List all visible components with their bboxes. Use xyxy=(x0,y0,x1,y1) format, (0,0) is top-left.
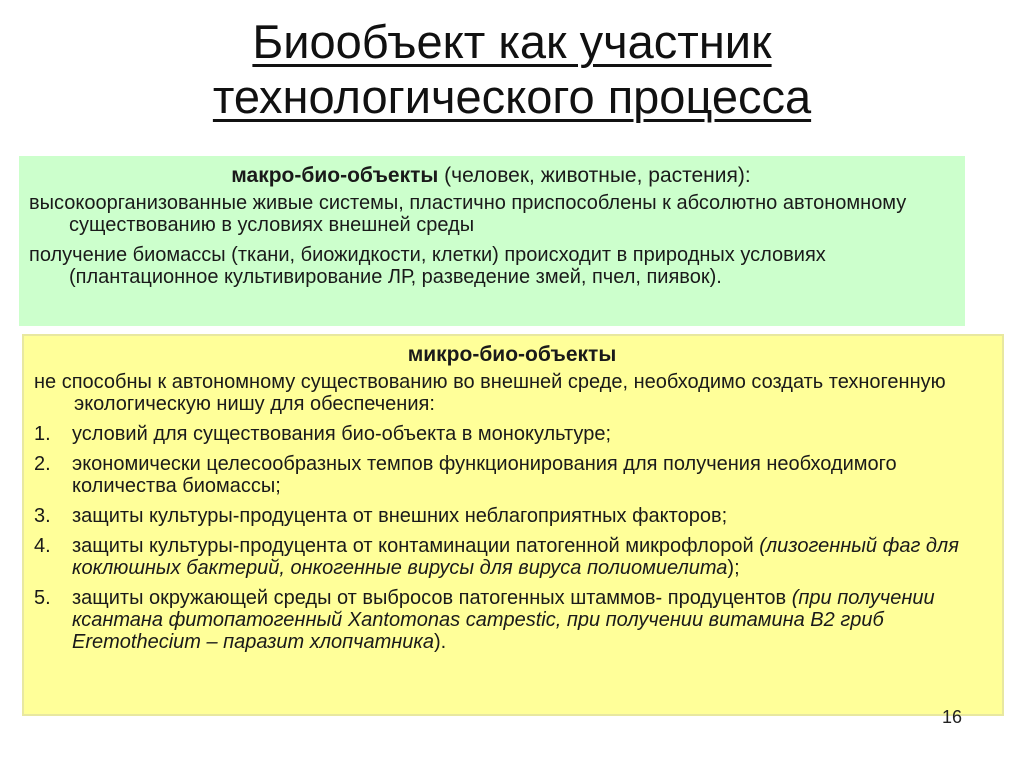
list-item-number: 1. xyxy=(34,423,51,445)
micro-heading xyxy=(34,342,990,368)
macro-paragraph-2: получение биомассы (ткани, биожидкости, клетки) происходит в природных условиях (плантационное культивирование ЛР, разведение змей, пчел, пиявок). xyxy=(29,244,826,288)
list-item xyxy=(34,453,990,497)
list-item-number: 5. xyxy=(34,587,51,609)
list-item xyxy=(34,505,990,527)
list-item-text: защиты культуры-продуцента от контаминации патогенной микрофлорой xyxy=(72,535,760,557)
micro-heading-bold: микро-био-объекты xyxy=(407,343,617,366)
list-item-text: условий для существования био-объекта в монокультуре; xyxy=(72,423,611,445)
list-item-number: 4. xyxy=(34,535,51,557)
page-number: 16 xyxy=(942,707,963,727)
macro-paragraph-1: высокоорганизованные живые системы, пластично приспособлены к абсолютно автономному существованию в условиях внешней среды xyxy=(29,192,907,236)
list-item xyxy=(34,535,990,579)
list-item-tail: ); xyxy=(727,557,740,579)
macro-objects-box xyxy=(19,156,965,326)
list-item-text: защиты окружающей среды от выбросов патогенных штаммов- продуцентов xyxy=(72,587,792,609)
slide-title xyxy=(0,14,1024,124)
macro-heading-rest: (человек, животные, растения): xyxy=(438,164,751,187)
list-item xyxy=(34,587,990,653)
macro-heading xyxy=(29,163,953,189)
list-item-italic: (при получении ксантана фитопатогенный Xantomonas campestic, при получении витамина B2 гриб Eremothecium – паразит хлопчатника xyxy=(72,587,935,653)
micro-intro: не способны к автономному существованию во внешней среде, необходимо создать техногенную экологическую нишу для обеспечения: xyxy=(34,371,946,415)
list-item-text: защиты культуры-продуцента от внешних неблагоприятных факторов; xyxy=(72,505,728,527)
title-line-1: Биообъект как участник xyxy=(252,15,772,68)
title-line-2: технологического процесса xyxy=(212,70,812,123)
list-item xyxy=(34,423,990,445)
macro-heading-bold: макро-био-объекты xyxy=(231,164,439,187)
list-item-number: 3. xyxy=(34,505,51,527)
micro-objects-box xyxy=(22,334,1004,716)
list-item-tail: ). xyxy=(433,631,447,653)
list-item-italic: (лизогенный фаг для коклюшных бактерий, онкогенные вирусы для вируса полиомиелита xyxy=(72,535,959,579)
list-item-number: 2. xyxy=(34,453,51,475)
list-item-text: экономически целесообразных темпов функционирования для получения необходимого количества биомассы; xyxy=(72,453,897,497)
